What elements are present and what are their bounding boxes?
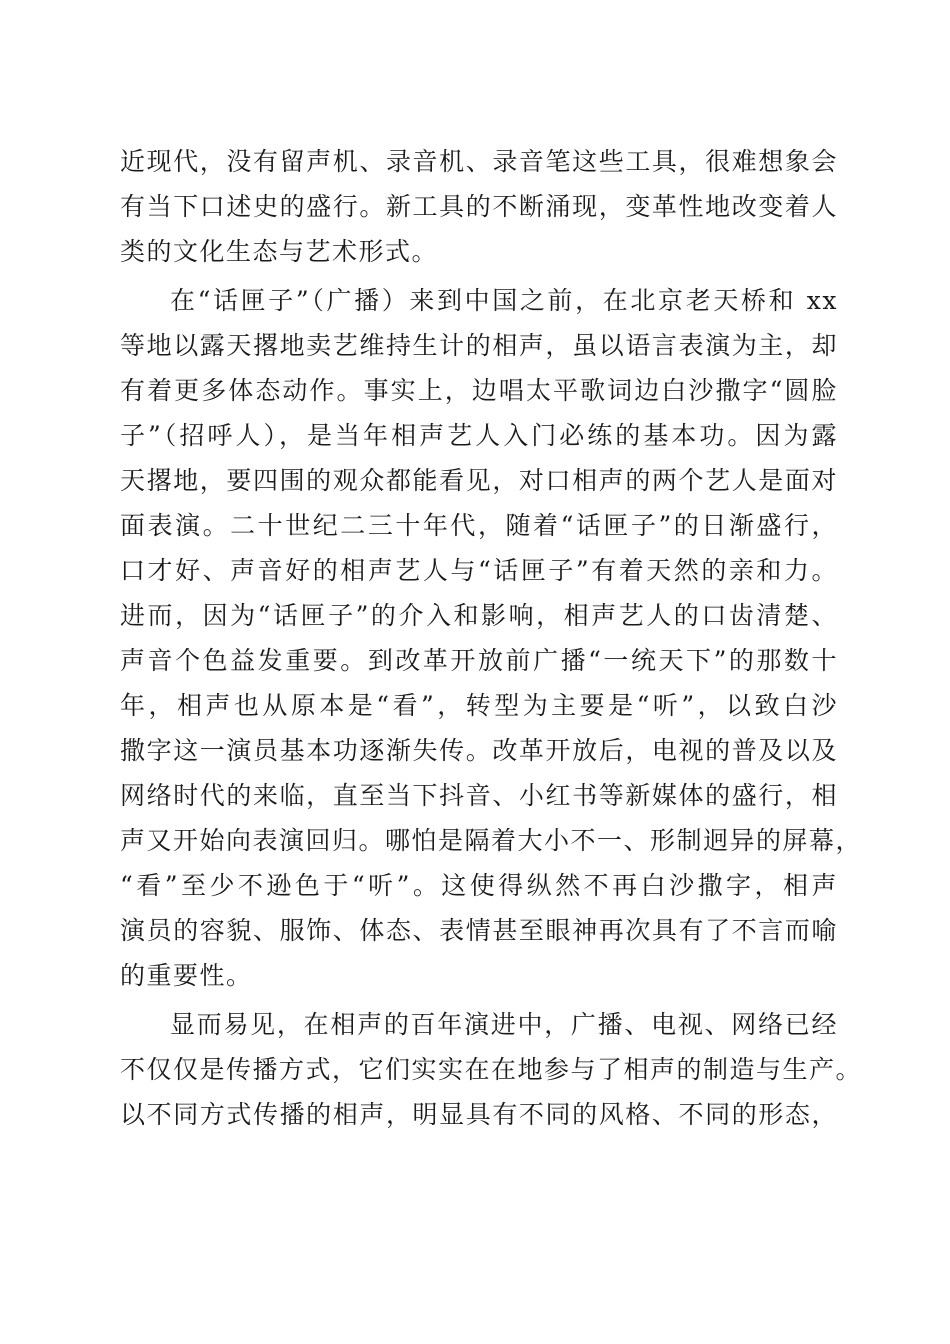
paragraph-2-line-2: 等地以露天撂地卖艺维持生计的相声，虽以语言表演为主，却 <box>120 331 838 360</box>
paragraph-2-line-16: 的重要性。 <box>120 961 253 990</box>
paragraph-2-line-8: 进而，因为“话匣子”的介入和影响，相声艺人的口齿清楚、 <box>120 601 838 630</box>
paragraph-2-line-3: 有着更多体态动作。事实上，边唱太平歌词边白沙撒字“圆脸 <box>120 376 838 405</box>
paragraph-2-line-10: 年，相声也从原本是“看”，转型为主要是“听”，以致白沙 <box>120 691 838 720</box>
paragraph-3-line-1: 显而易见，在相声的百年演进中，广播、电视、网络已经 <box>170 1010 838 1039</box>
paragraph-2-line-12: 网络时代的来临，直至当下抖音、小红书等新媒体的盛行，相 <box>120 781 838 810</box>
paragraph-2-line-13: 声又开始向表演回归。哪怕是隔着大小不一、形制迥异的屏幕， <box>120 826 863 855</box>
paragraph-1-line-3: 类的文化生态与艺术形式。 <box>120 237 439 266</box>
paragraph-2-line-9: 声音个色益发重要。到改革开放前广播“一统天下”的那数十 <box>120 646 838 675</box>
paragraph-2-line-11: 撒字这一演员基本功逐渐失传。改革开放后，电视的普及以及 <box>120 736 838 765</box>
paragraph-2-line-6: 面表演。二十世纪二三十年代，随着“话匣子”的日渐盛行， <box>120 511 838 540</box>
paragraph-3-line-2: 不仅仅是传播方式，它们实实在在地参与了相声的制造与生产。 <box>120 1055 863 1084</box>
paragraph-2-line-4: 子”（招呼人），是当年相声艺人入门必练的基本功。因为露 <box>120 421 838 450</box>
paragraph-2-line-7: 口才好、声音好的相声艺人与“话匣子”有着天然的亲和力。 <box>120 556 838 585</box>
paragraph-1-line-1: 近现代，没有留声机、录音机、录音笔这些工具，很难想象会 <box>120 147 838 176</box>
paragraph-2-line-1: 在“话匣子”（广播）来到中国之前，在北京老天桥和 xx <box>170 286 838 315</box>
paragraph-3-line-3: 以不同方式传播的相声，明显具有不同的风格、不同的形态， <box>120 1100 838 1129</box>
paragraph-2-line-5: 天撂地，要四围的观众都能看见，对口相声的两个艺人是面对 <box>120 466 838 495</box>
paragraph-2-line-15: 演员的容貌、服饰、体态、表情甚至眼神再次具有了不言而喻 <box>120 916 838 945</box>
paragraph-1-line-2: 有当下口述史的盛行。新工具的不断涌现，变革性地改变着人 <box>120 192 838 221</box>
paragraph-2-line-14: “看”至少不逊色于“听”。这使得纵然不再白沙撒字，相声 <box>120 871 838 900</box>
